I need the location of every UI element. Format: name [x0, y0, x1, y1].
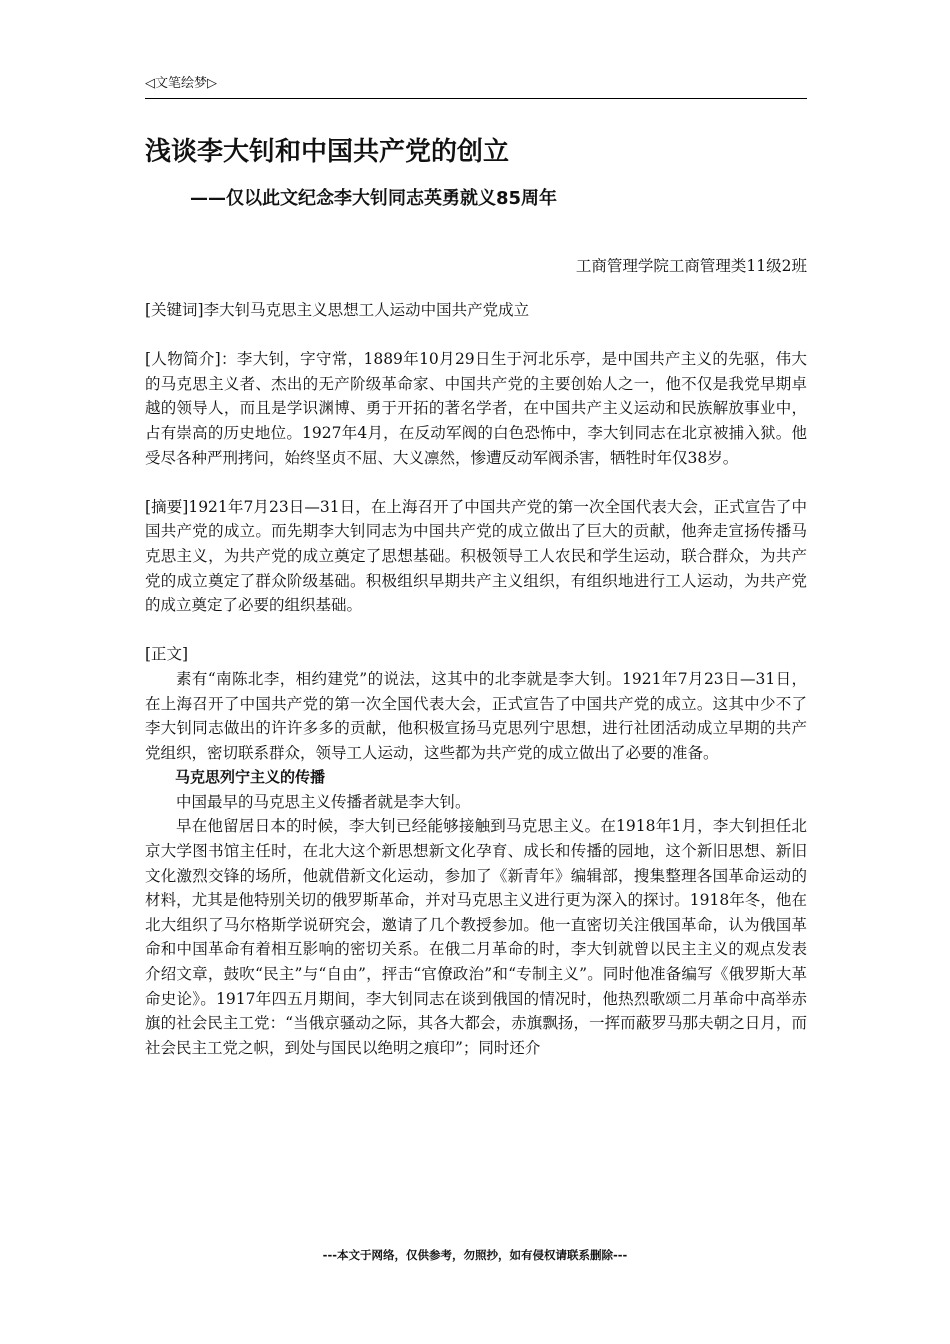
page-header: [145, 76, 807, 99]
paragraph-gap: [145, 470, 807, 495]
footer-notice: ---本文于网络，仅供参考，勿照抄，如有侵权请联系删除---: [322, 1248, 628, 1262]
bio-paragraph: [人物简介]：李大钊，字守常，1889年10月29日生于河北乐亭，是中国共产主义的先驱，伟大的马克思主义者、杰出的无产阶级革命家、中国共产党的主要创始人之一，他不仅是我党早期卓越的领导人，而且是学识渊博、勇于开拓的著名学者，在中国共产主义运动和民族解放事业中，占有崇高的历史地位。1927年4月，在反动军阀的白色恐怖中，李大钊同志在北京被捕入狱。他受尽各种严刑拷问，始终坚贞不屈、大义凛然，惨遭反动军阀杀害，牺牲时年仅38岁。: [145, 350, 807, 467]
section-paragraph: 早在他留居日本的时候，李大钊已经能够接触到马克思主义。在1918年1月，李大钊担任北京大学图书馆主任时，在北大这个新思想新文化孕育、成长和传播的园地，这个新旧思想、新旧文化激烈交锋的场所，他就借新文化运动，参加了《新青年》编辑部，搜集整理各国革命运动的材料，尤其是他特别关切的俄罗斯革命，并对马克思主义进行更为深入的探讨。1918年冬，他在北大组织了马尔格斯学说研究会，邀请了几个教授参加。他一直密切关注俄国革命，认为俄国革命和中国革命有着相互影响的密切关系。在俄二月革命的时，李大钊就曾以民主主义的观点发表介绍文章，鼓吹“民主”与“自由”，抨击“官僚政治”和“专制主义”。同时他准备编写《俄罗斯大革命史论》。1917年四五月期间，李大钊同志在谈到俄国的情况时，他热烈歌颂二月革命中高举赤旗的社会民主工党：“当俄京骚动之际，其各大都会，赤旗飘扬，一挥而蔽罗马那夫朝之日月，而社会民主工党之帜，到处与国民以绝明之痕印”；同时还介: [145, 817, 807, 1057]
paragraph-gap: [145, 618, 807, 643]
document-subtitle: ——仅以此文纪念李大钊同志英勇就义85周年: [190, 188, 558, 209]
body-label: [正文]: [145, 645, 189, 664]
header-brand: ◁文笔绘梦▷: [145, 76, 217, 91]
section-heading: 马克思列宁主义的传播: [175, 768, 326, 787]
author-affiliation: 工商管理学院工商管理类11级2班: [575, 257, 807, 275]
keywords-paragraph: [关键词]李大钊马克思主义思想工人运动中国共产党成立: [145, 301, 530, 319]
document-title: 浅谈李大钊和中国共产党的创立: [145, 137, 510, 167]
paragraph-gap: [145, 323, 807, 348]
abstract-paragraph: [摘要]1921年7月23日—31日，在上海召开了中国共产党的第一次全国代表大会，正式宣告了中国共产党的成立。而先期李大钊同志为中国共产党的成立做出了巨大的贡献，他奔走宣扬传播马克思主义，为共产党的成立奠定了思想基础。积极领导工人农民和学生运动，联合群众，为共产党的成立奠定了群众阶级基础。积极组织早期共产主义组织，有组织地进行工人运动，为共产党的成立奠定了必要的组织基础。: [145, 497, 807, 615]
section-paragraph: 中国最早的马克思主义传播者就是李大钊。: [176, 792, 471, 811]
document-body: [145, 298, 807, 1060]
intro-paragraph: 素有“南陈北李，相约建党”的说法，这其中的北李就是李大钊。1921年7月23日—31日，在上海召开了中国共产党的第一次全国代表大会，正式宣告了中国共产党的成立。这其中少不了李大钊同志做出的许许多多的贡献，他积极宣扬马克思列宁思想，进行社团活动成立早期的共产党组织，密切联系群众，领导工人运动，这些都为共产党的成立做出了必要的准备。: [145, 669, 807, 762]
